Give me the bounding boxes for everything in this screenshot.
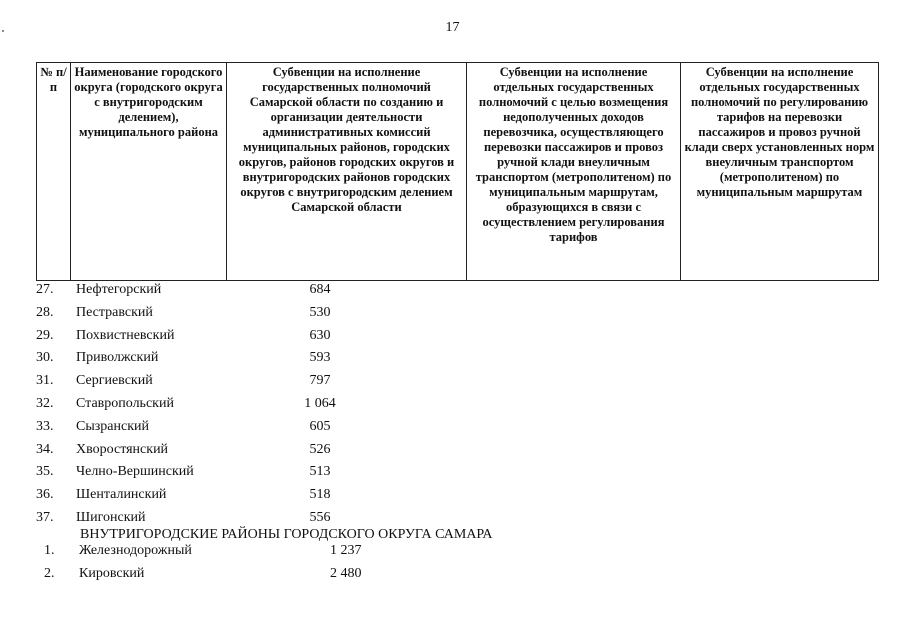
table-row xyxy=(0,304,905,327)
row-value: 530 xyxy=(309,304,331,320)
row-value: 684 xyxy=(309,282,331,297)
row-name: Кировский xyxy=(79,565,145,581)
row-number: 33. xyxy=(36,418,54,434)
row-number: 37. xyxy=(36,509,54,525)
row-value: 513 xyxy=(309,464,331,480)
row-number: 2. xyxy=(44,565,55,581)
table-row xyxy=(0,463,905,486)
table-row xyxy=(0,418,905,441)
header-admin-commissions: Субвенции на исполнение государственных полномочий Самарской области по созданию и организации деятельности административных комиссий муниципальных районов, городских округов, районов городских округов и внутригородских районов городских округов с внутригородским делением Самарской области xyxy=(227,63,467,281)
page-number: 17 xyxy=(445,20,460,35)
row-name: Похвистневский xyxy=(76,327,175,343)
table-row xyxy=(0,349,905,372)
table-row xyxy=(0,441,905,464)
row-value: 605 xyxy=(309,418,331,434)
row-number: 28. xyxy=(36,304,54,320)
row-value: 630 xyxy=(309,327,331,343)
row-value: 556 xyxy=(309,509,331,525)
header-name: Наименование городского округа (городского округа с внутригородским делением), муниципального района xyxy=(71,63,227,281)
row-value: 518 xyxy=(309,487,331,503)
row-number: 1. xyxy=(44,543,55,558)
table-row xyxy=(0,372,905,395)
table-row xyxy=(0,281,905,304)
table-row xyxy=(0,542,905,565)
row-value: 526 xyxy=(309,441,331,457)
header-number: № п/п xyxy=(37,63,71,281)
table-body xyxy=(0,281,905,532)
row-number: 34. xyxy=(36,441,54,457)
row-name: Хворостянский xyxy=(76,441,169,457)
row-value: 1 064 xyxy=(304,395,336,411)
row-name: Нефтегорский xyxy=(76,282,162,297)
row-name: Ставропольский xyxy=(76,395,174,411)
row-name: Челно-Вершинский xyxy=(76,464,194,480)
header-metro-compensation: Субвенции на исполнение отдельных государственных полномочий с целью возмещения недополученных доходов перевозчика, осуществляющего перевозки пассажиров и провоз ручной клади внеуличным транспортом (метрополитеном) по муниципальным маршрутам, образующихся в связи с осуществлением регулирования тарифов xyxy=(467,63,681,281)
table-header xyxy=(36,62,879,281)
row-name: Приволжский xyxy=(76,350,159,366)
row-name: Железнодорожный xyxy=(79,543,192,558)
section-body xyxy=(0,542,905,587)
table-row xyxy=(0,486,905,509)
row-name: Пестравский xyxy=(76,304,153,320)
row-value: 593 xyxy=(309,350,331,366)
row-number: 36. xyxy=(36,487,54,503)
row-name: Шигонский xyxy=(76,509,146,525)
row-number: 30. xyxy=(36,350,54,366)
table-row xyxy=(0,327,905,350)
row-value: 2 480 xyxy=(330,565,362,581)
row-name: Сызранский xyxy=(76,418,149,434)
row-number: 31. xyxy=(36,373,54,389)
row-number: 32. xyxy=(36,395,54,411)
header-tariff-regulation: Субвенции на исполнение отдельных государственных полномочий по регулированию тарифов на перевозки пассажиров и провоз ручной клади сверх установленных норм внеуличным транспортом (метрополитеном) по муниципальным маршрутам xyxy=(681,63,879,281)
section-title: ВНУТРИГОРОДСКИЕ РАЙОНЫ ГОРОДСКОГО ОКРУГА САМАРА xyxy=(80,527,493,542)
row-name: Сергиевский xyxy=(76,373,153,389)
row-number: 27. xyxy=(36,282,54,297)
row-value: 1 237 xyxy=(330,543,362,558)
row-value: 797 xyxy=(309,373,331,389)
table-row xyxy=(0,565,905,588)
row-number: 29. xyxy=(36,327,54,343)
row-name: Шенталинский xyxy=(76,487,167,503)
table-row xyxy=(0,395,905,418)
row-number: 35. xyxy=(36,464,54,480)
